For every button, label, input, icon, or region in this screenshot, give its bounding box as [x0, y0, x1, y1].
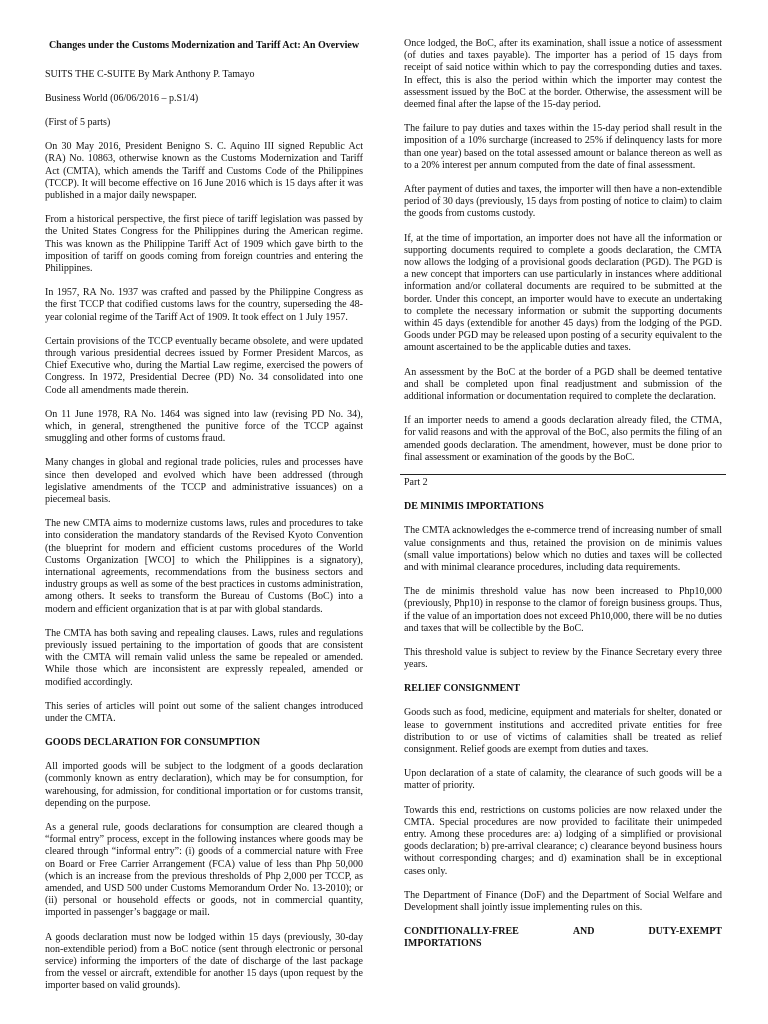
paragraph: Once lodged, the BoC, after its examination, shall issue a notice of assessment (of duties and taxes payable). The importer has a period of 15 days from receipt of said notice within which to pay the corresponding duties and taxes. In effect, this is also the period within which the importer may contest the assessment issued by the BoC at the border. Otherwise, the assessment will be deemed final after the lapse of the 15-day period.	[404, 38, 722, 111]
paragraph: Upon declaration of a state of calamity, the clearance of such goods will be a matter of priority.	[404, 768, 722, 792]
paragraph: Many changes in global and regional trade policies, rules and processes have since then developed and evolved which have been addressed (through legislative amendments of the TCCP and administrative issuances) on a piecemeal basis.	[45, 457, 363, 505]
right-column	[404, 38, 722, 950]
paragraph: The new CMTA aims to modernize customs laws, rules and procedures to take into consideration the mandatory standards of the Revised Kyoto Convention (the blueprint for modern and efficient customs procedures of the World Customs Organization [WCO] to which the Philippines is a signatory), international agreements, recommendations from the business sectors and industry groups as well as some of the best practices in customs administration, among others. It seeks to transform the Bureau of Customs (BoC) into a modern and efficient organization that is at par with global standards.	[45, 518, 363, 615]
heading-word: AND	[572, 926, 595, 938]
section-heading-continuation: IMPORTATIONS	[404, 938, 482, 950]
section-heading-relief-consignment: RELIEF CONSIGNMENT	[404, 683, 521, 695]
paragraph: After payment of duties and taxes, the importer will then have a non-extendible period of 30 days (previously, 15 days from posting of notice to claim) to claim the goods from customs custody.	[404, 184, 722, 220]
section-heading-de-minimis: DE MINIMIS IMPORTATIONS	[404, 501, 544, 513]
paragraph: In 1957, RA No. 1937 was crafted and passed by the Philippine Congress as the first TCCP that codified customs laws for the country, superseding the 48-year colonial regime of the Tariff Act of 1909. It took effect on 1 July 1957.	[45, 287, 363, 323]
paragraph: Towards this end, restrictions on customs policies are now relaxed under the CMTA. Special procedures are now provided to facilitate their unimpeded entry. Among these procedures are: a) lodging of a simplified or provisional goods declaration; b) pre-arrival clearance; c) clearance beyond business hours without corresponding charges; and d) examination shall be in exceptional cases only.	[404, 804, 722, 877]
paragraph: Goods such as food, medicine, equipment and materials for shelter, donated or lease to government institutions and accredited private entities for free distribution to or use of victims of calamities shall be treated as relief consignment. Relief goods are exempt from duties and taxes.	[404, 707, 722, 755]
article-title: Changes under the Customs Modernization and Tariff Act: An Overview	[48, 40, 360, 51]
paragraph: As a general rule, goods declarations for consumption are cleared though a “formal entry” process, except in the following instances where goods may be cleared through “informal entry”: (i) goods of a commercial nature with Free on Board or Free Carrier Arrangement (FCA) value of less than Php 50,000 (which is an increase from the previous thresholds of Php 2,000 per TCCP, as amended, and USD 500 under Customs Memorandum Order No. 13-2010); or (ii) personal or household effects or goods, not in commercial quantity, imported in passenger’s baggage or mail.	[45, 822, 363, 919]
part-label: Part 2	[404, 477, 428, 489]
paragraph: The Department of Finance (DoF) and the Department of Social Welfare and Development shall jointly issue implementing rules on this.	[404, 889, 722, 913]
source-line: Business World (06/06/2016 – p.S1/4)	[45, 92, 199, 104]
paragraph: On 11 June 1978, RA No. 1464 was signed into law (revising PD No. 34), which, in general, strengthened the punitive force of the TCCP against smuggling and other forms of customs fraud.	[45, 408, 363, 445]
paragraph: The de minimis threshold value has now been increased to Php10,000 (previously, Php10) in response to the clamor of foreign business groups. Thus, if the value of an importation does not exceed Ph10,000, there will be no duties and taxes that will be collectible by the BoC.	[404, 586, 722, 634]
heading-word: CONDITIONALLY-FREE	[404, 926, 519, 938]
paragraph: This threshold value is subject to review by the Finance Secretary every three years.	[404, 646, 722, 671]
paragraph: From a historical perspective, the first piece of tariff legislation was passed by the United States Congress for the Philippines during the American regime. This was known as the Philippine Tariff Act of 1909 which gave birth to the imposition of tariff on goods coming from foreign countries and entering the Philippines.	[45, 214, 363, 274]
paragraph: This series of articles will point out some of the salient changes introduced under the CMTA.	[45, 700, 363, 725]
heading-word: DUTY-EXEMPT	[648, 926, 722, 938]
paragraph: A goods declaration must now be lodged within 15 days (previously, 30-day non-extendible period) from a BoC notice (sent through electronic or personal service) informing the importers of the date of discharge of the last package from the vessel or aircraft, extendible for another 15 days (upon request by the importer based on valid grounds).	[45, 931, 363, 992]
paragraph: The CMTA has both saving and repealing clauses. Laws, rules and regulations previously issued pertaining to the importation of goods that are consistent with the CMTA will remain valid unless the same be repealed or amended. While those which are inconsistent are expressly repealed, amended or modified accordingly.	[45, 627, 363, 688]
byline: SUITS THE C-SUITE By Mark Anthony P. Tamayo	[45, 68, 255, 80]
section-heading-goods-declaration: GOODS DECLARATION FOR CONSUMPTION	[45, 737, 261, 749]
paragraph: All imported goods will be subject to the lodgment of a goods declaration (commonly known as entry declaration), which may be for consumption, for warehousing, for admission, for conditional importation or for customs transit, depending on the purpose.	[45, 761, 363, 809]
paragraph: On 30 May 2016, President Benigno S. C. Aquino III signed Republic Act (RA) No. 10863, otherwise known as the Customs Modernization and Tariff Act (CMTA), which amends the Tariff and Customs Code of the Philippines (TCCP). It will become effective on 16 June 2016 which is 15 days after it was published in a major daily newspaper.	[45, 141, 363, 201]
left-column	[45, 38, 363, 1005]
paragraph: The CMTA acknowledges the e-commerce trend of increasing number of small value consignments and thus, retained the provision on de minimis values (small value importations) below which no duties and taxes will be collected and with minimal clearance procedures, including data requirements.	[404, 525, 722, 573]
series-note: (First of 5 parts)	[45, 116, 111, 128]
paragraph: The failure to pay duties and taxes within the 15-day period shall result in the imposition of a 10% surcharge (increased to 25% if delinquency lasts for more than one year) based on the total assessed amount or balance thereon as well as to a 20% interest per annum computed from the date of final assessment.	[404, 123, 722, 171]
paragraph: If, at the time of importation, an importer does not have all the information or supporting documents required to complete a goods declaration, the CMTA now allows the lodging of a provisional goods declaration (PGD). The PGD is a new concept that importers can use particularly in instances where additional information and/or collateral documents are required to be submitted at the border. Under this concept, an importer would have to execute an undertaking to complete the necessary information or submit the supporting documents within 45 days (extendible for another 45 days) from the lodging of the PGD. Goods under PGD may be released upon posting of a security equivalent to the amount ascertained to be the applicable duties and taxes.	[404, 232, 722, 354]
paragraph: Certain provisions of the TCCP eventually became obsolete, and were updated through various presidential decrees issued by Former President Marcos, as Chief Executive who, during the Martial Law regime, exercised the powers of Congress. In 1972, Presidential Decree (PD) No. 34 consolidated into one Code all amendments made therein.	[45, 335, 363, 396]
section-heading-conditionally-free	[404, 926, 722, 938]
paragraph: If an importer needs to amend a goods declaration already filed, the CTMA, for valid reasons and with the approval of the BoC, also permits the filing of an amended goods declaration. The amendment, however, must be done prior to final assessment or examination of the goods by the BoC.	[404, 415, 722, 463]
part-divider	[400, 474, 726, 475]
paragraph: An assessment by the BoC at the border of a PGD shall be deemed tentative and shall be completed upon final readjustment and submission of the additional information or documentation required to complete the declaration.	[404, 366, 722, 403]
